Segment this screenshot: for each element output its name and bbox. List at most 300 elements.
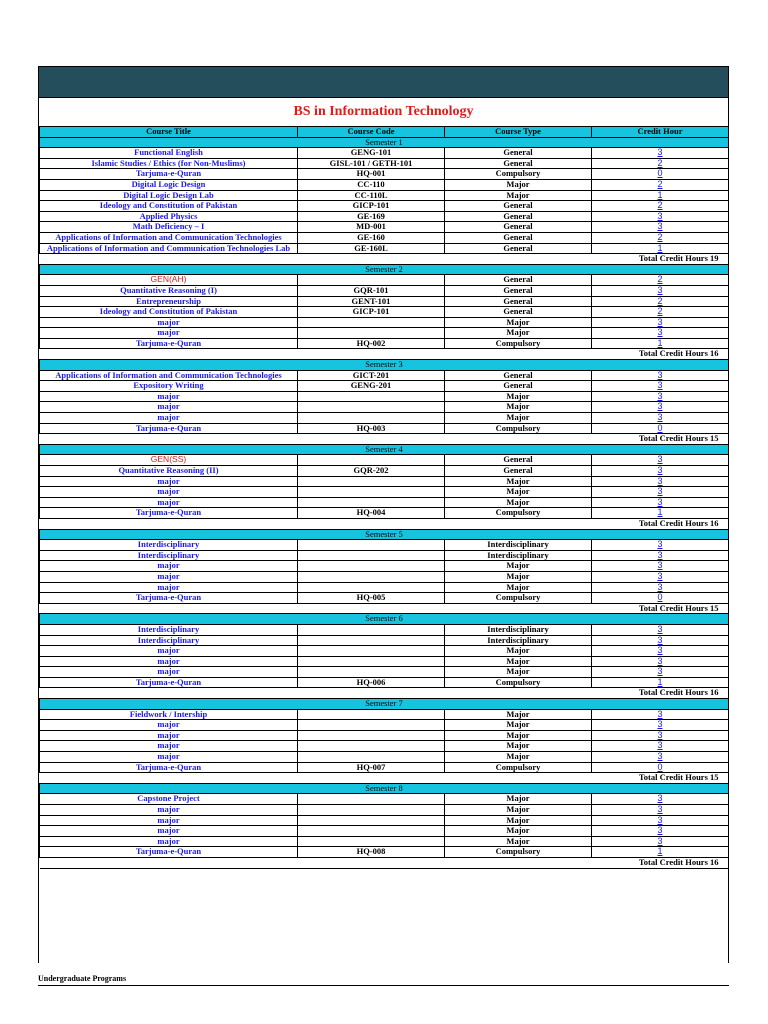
credit-hour-link[interactable]: 3	[657, 550, 663, 560]
course-code	[298, 826, 445, 837]
total-label: Total Credit Hours	[638, 772, 708, 783]
course-title: major	[40, 391, 298, 402]
course-type: Major	[445, 497, 592, 508]
course-table-body	[40, 127, 729, 869]
credit-hour-cell	[592, 391, 729, 402]
total-label: Total Credit Hours	[638, 253, 708, 264]
course-code: HQ-002	[298, 338, 445, 349]
course-row	[40, 158, 729, 169]
course-title: Quantitative Reasoning (I)	[40, 285, 298, 296]
course-type: Major	[445, 571, 592, 582]
credit-hour-link[interactable]: 3	[657, 539, 663, 550]
credit-hour-cell	[592, 646, 729, 657]
course-type: Major	[445, 709, 592, 720]
course-row	[40, 391, 729, 402]
course-row	[40, 243, 729, 254]
header-credit-hour: Credit Hour	[592, 127, 729, 138]
course-code: GE-160	[298, 232, 445, 243]
credit-hour-cell	[592, 741, 729, 752]
credit-hour-cell	[592, 487, 729, 498]
credit-hour-cell	[592, 402, 729, 413]
course-type: Major	[445, 317, 592, 328]
course-code	[298, 402, 445, 413]
credit-hour-cell	[592, 211, 729, 222]
course-code	[298, 476, 445, 487]
course-type: Compulsory	[445, 338, 592, 349]
course-title: Ideology and Constitution of Pakistan	[40, 307, 298, 318]
credit-hour-link[interactable]: 3	[657, 804, 663, 814]
course-code	[298, 317, 445, 328]
credit-hour-cell	[592, 667, 729, 678]
course-code	[298, 752, 445, 763]
credit-hour-link[interactable]: 3	[657, 285, 663, 295]
course-code	[298, 391, 445, 402]
course-row	[40, 423, 729, 434]
course-type: Major	[445, 720, 592, 731]
credit-hour-link[interactable]: 2	[657, 200, 663, 211]
course-type: Major	[445, 487, 592, 498]
credit-hour-link[interactable]: 3	[657, 221, 663, 232]
semester-header-row	[40, 529, 729, 540]
course-code	[298, 487, 445, 498]
credit-hour-cell	[592, 508, 729, 519]
course-row	[40, 381, 729, 392]
credit-hour-cell	[592, 540, 729, 551]
credit-hour-link[interactable]: 0	[657, 592, 663, 603]
credit-hour-cell	[592, 455, 729, 466]
credit-hour-cell	[592, 328, 729, 339]
credit-hour-cell	[592, 561, 729, 572]
course-title: Tarjuma-e-Quran	[40, 338, 298, 349]
course-type: Compulsory	[445, 847, 592, 858]
course-row	[40, 730, 729, 741]
course-type: Major	[445, 752, 592, 763]
course-row	[40, 222, 729, 233]
course-type: Major	[445, 826, 592, 837]
course-row	[40, 656, 729, 667]
course-type: Interdisciplinary	[445, 540, 592, 551]
course-type: General	[445, 243, 592, 254]
course-code	[298, 730, 445, 741]
course-row	[40, 794, 729, 805]
total-credit-hours	[40, 434, 729, 445]
course-type: General	[445, 148, 592, 159]
credit-hour-cell	[592, 752, 729, 763]
semester-header-row	[40, 264, 729, 275]
course-type: Compulsory	[445, 508, 592, 519]
course-type: Compulsory	[445, 423, 592, 434]
credit-hour-link[interactable]: 3	[657, 401, 663, 412]
course-title: Islamic Studies / Ethics (for Non-Muslims)	[40, 158, 298, 169]
credit-hour-link[interactable]: 3	[657, 645, 663, 656]
course-row	[40, 815, 729, 826]
credit-hour-link[interactable]: 2	[657, 232, 663, 242]
course-row	[40, 561, 729, 572]
course-type: Major	[445, 476, 592, 487]
course-type: General	[445, 232, 592, 243]
course-code: HQ-004	[298, 508, 445, 519]
course-title: Tarjuma-e-Quran	[40, 423, 298, 434]
credit-hour-cell	[592, 624, 729, 635]
credit-hour-link[interactable]: 3	[657, 730, 663, 740]
course-type: Major	[445, 667, 592, 678]
credit-hour-link[interactable]: 3	[657, 391, 663, 401]
course-row	[40, 826, 729, 837]
course-type: General	[445, 222, 592, 233]
course-type: Compulsory	[445, 169, 592, 180]
credit-hour-link[interactable]: 3	[657, 719, 663, 730]
total-value: 16	[710, 857, 719, 867]
course-code	[298, 815, 445, 826]
total-value: 15	[710, 433, 719, 444]
credit-hour-cell	[592, 635, 729, 646]
credit-hour-link[interactable]: 3	[657, 751, 663, 762]
course-title: major	[40, 646, 298, 657]
course-type: General	[445, 370, 592, 381]
course-row	[40, 720, 729, 731]
course-type: General	[445, 455, 592, 466]
semester-name: Semester 3	[40, 360, 729, 371]
total-row	[40, 603, 729, 614]
course-type: General	[445, 201, 592, 212]
course-row	[40, 296, 729, 307]
total-label: Total Credit Hours	[638, 687, 708, 698]
course-type: Compulsory	[445, 593, 592, 604]
credit-hour-link[interactable]: 3	[657, 836, 663, 846]
course-type: General	[445, 296, 592, 307]
credit-hour-link[interactable]: 3	[657, 656, 663, 666]
credit-hour-link[interactable]: 1	[657, 338, 663, 348]
semester-header-row	[40, 137, 729, 148]
credit-hour-cell	[592, 656, 729, 667]
course-code	[298, 805, 445, 816]
credit-hour-link[interactable]: 1	[657, 507, 663, 518]
credit-hour-cell	[592, 413, 729, 424]
credit-hour-cell	[592, 826, 729, 837]
course-row	[40, 709, 729, 720]
course-code: GICP-101	[298, 201, 445, 212]
course-row	[40, 402, 729, 413]
course-code	[298, 741, 445, 752]
credit-hour-link[interactable]: 3	[657, 465, 663, 475]
course-title: Capstone Project	[40, 794, 298, 805]
credit-hour-cell	[592, 423, 729, 434]
course-code: GICT-201	[298, 370, 445, 381]
course-type: Major	[445, 646, 592, 657]
course-type: Major	[445, 582, 592, 593]
course-type: Major	[445, 730, 592, 741]
credit-hour-cell	[592, 307, 729, 318]
credit-hour-link[interactable]: 3	[657, 666, 663, 677]
credit-hour-cell	[592, 179, 729, 190]
course-type: Major	[445, 413, 592, 424]
course-row	[40, 836, 729, 847]
semester-header-row	[40, 783, 729, 794]
credit-hour-cell	[592, 571, 729, 582]
course-title: major	[40, 752, 298, 763]
course-type: General	[445, 211, 592, 222]
credit-hour-link[interactable]: 1	[657, 846, 663, 857]
credit-hour-link[interactable]: 3	[657, 560, 663, 571]
credit-hour-link[interactable]: 2	[657, 158, 663, 168]
course-row	[40, 550, 729, 561]
semester-name: Semester 1	[40, 137, 729, 148]
credit-hour-link[interactable]: 3	[657, 327, 663, 338]
credit-hour-link[interactable]: 2	[657, 274, 663, 285]
semester-header-row	[40, 360, 729, 371]
course-code: CC-110L	[298, 190, 445, 201]
semester-header-row	[40, 444, 729, 455]
total-row	[40, 857, 729, 868]
credit-hour-cell	[592, 762, 729, 773]
course-row	[40, 741, 729, 752]
top-banner	[39, 67, 728, 98]
credit-hour-link[interactable]: 0	[657, 168, 663, 179]
credit-hour-link[interactable]: 3	[657, 624, 663, 634]
course-row	[40, 466, 729, 477]
semester-name: Semester 6	[40, 614, 729, 625]
course-type: Major	[445, 741, 592, 752]
total-value: 15	[710, 772, 719, 783]
credit-hour-cell	[592, 201, 729, 212]
course-title: Interdisciplinary	[40, 540, 298, 551]
credit-hour-link[interactable]: 2	[657, 306, 663, 317]
course-title: Expository Writing	[40, 381, 298, 392]
header-course-code: Course Code	[298, 127, 445, 138]
credit-hour-link[interactable]: 3	[657, 709, 663, 719]
course-title: major	[40, 836, 298, 847]
credit-hour-link[interactable]: 1	[657, 243, 663, 253]
credit-hour-cell	[592, 847, 729, 858]
course-code	[298, 656, 445, 667]
credit-hour-cell	[592, 232, 729, 243]
course-title: Applications of Information and Communication Technologies Lab	[40, 243, 298, 254]
course-type: Major	[445, 794, 592, 805]
course-title: Tarjuma-e-Quran	[40, 508, 298, 519]
total-label: Total Credit Hours	[638, 857, 708, 867]
credit-hour-cell	[592, 148, 729, 159]
course-code: HQ-005	[298, 593, 445, 604]
course-title: Entrepreneurship	[40, 296, 298, 307]
credit-hour-link[interactable]: 3	[657, 635, 663, 645]
credit-hour-cell	[592, 815, 729, 826]
course-code	[298, 836, 445, 847]
total-credit-hours	[40, 857, 729, 868]
credit-hour-link[interactable]: 3	[657, 582, 663, 592]
credit-hour-link[interactable]: 3	[657, 412, 663, 423]
course-type: General	[445, 285, 592, 296]
credit-hour-link[interactable]: 0	[657, 423, 663, 433]
total-value: 16	[710, 518, 719, 528]
credit-hour-cell	[592, 497, 729, 508]
course-code	[298, 667, 445, 678]
course-title: major	[40, 730, 298, 741]
course-row	[40, 624, 729, 635]
credit-hour-link[interactable]: 3	[657, 571, 663, 581]
course-type: Major	[445, 836, 592, 847]
credit-hour-link[interactable]: 3	[657, 793, 663, 804]
total-credit-hours	[40, 518, 729, 529]
course-row	[40, 201, 729, 212]
course-code	[298, 497, 445, 508]
course-type: Major	[445, 402, 592, 413]
credit-hour-cell	[592, 805, 729, 816]
course-title: Tarjuma-e-Quran	[40, 169, 298, 180]
course-title: Tarjuma-e-Quran	[40, 762, 298, 773]
semester-name: Semester 2	[40, 264, 729, 275]
credit-hour-link[interactable]: 3	[657, 497, 663, 507]
course-code	[298, 709, 445, 720]
semester-name: Semester 8	[40, 783, 729, 794]
course-code: GQR-202	[298, 466, 445, 477]
credit-hour-cell	[592, 794, 729, 805]
credit-hour-link[interactable]: 2	[657, 296, 663, 306]
course-table	[39, 126, 729, 869]
course-title: major	[40, 561, 298, 572]
course-type: General	[445, 381, 592, 392]
course-type: Major	[445, 805, 592, 816]
course-title: major	[40, 815, 298, 826]
credit-hour-cell	[592, 582, 729, 593]
course-code	[298, 624, 445, 635]
course-row	[40, 179, 729, 190]
course-title: Tarjuma-e-Quran	[40, 593, 298, 604]
course-row	[40, 635, 729, 646]
footer-divider	[38, 985, 729, 986]
footer-text: Undergraduate Programs	[38, 974, 127, 983]
course-title: GEN(AH)	[40, 275, 298, 286]
course-title: major	[40, 805, 298, 816]
credit-hour-cell	[592, 275, 729, 286]
course-row	[40, 285, 729, 296]
course-title: Fieldwork / Intership	[40, 709, 298, 720]
course-code: HQ-003	[298, 423, 445, 434]
course-title: major	[40, 656, 298, 667]
credit-hour-cell	[592, 317, 729, 328]
course-code: GE-169	[298, 211, 445, 222]
total-row	[40, 254, 729, 265]
total-row	[40, 349, 729, 360]
course-title: Interdisciplinary	[40, 550, 298, 561]
course-row	[40, 275, 729, 286]
total-credit-hours	[40, 688, 729, 699]
course-code	[298, 328, 445, 339]
credit-hour-link[interactable]: 3	[657, 380, 663, 391]
header-course-type: Course Type	[445, 127, 592, 138]
course-type: Major	[445, 391, 592, 402]
total-value: 15	[710, 603, 719, 613]
course-title: major	[40, 317, 298, 328]
course-row	[40, 370, 729, 381]
course-title: major	[40, 826, 298, 837]
course-code: GQR-101	[298, 285, 445, 296]
header-course-title: Course Title	[40, 127, 298, 138]
credit-hour-cell	[592, 550, 729, 561]
credit-hour-link[interactable]: 1	[657, 190, 663, 200]
credit-hour-cell	[592, 677, 729, 688]
credit-hour-link[interactable]: 3	[657, 370, 663, 380]
credit-hour-cell	[592, 243, 729, 254]
credit-hour-link[interactable]: 3	[657, 486, 663, 497]
course-row	[40, 847, 729, 858]
total-value: 19	[710, 253, 719, 264]
course-type: Major	[445, 656, 592, 667]
course-title: major	[40, 720, 298, 731]
credit-hour-cell	[592, 222, 729, 233]
course-row	[40, 582, 729, 593]
page-frame	[38, 66, 729, 963]
course-title: major	[40, 582, 298, 593]
course-title: Digital Logic Design	[40, 179, 298, 190]
credit-hour-link[interactable]: 3	[657, 211, 663, 221]
course-row	[40, 232, 729, 243]
course-code: GISL-101 / GETH-101	[298, 158, 445, 169]
course-title: major	[40, 413, 298, 424]
semester-header-row	[40, 614, 729, 625]
credit-hour-link[interactable]: 3	[657, 815, 663, 825]
course-code: GENG-101	[298, 148, 445, 159]
course-title: Digital Logic Design Lab	[40, 190, 298, 201]
course-row	[40, 762, 729, 773]
course-row	[40, 148, 729, 159]
course-row	[40, 540, 729, 551]
course-code: HQ-007	[298, 762, 445, 773]
course-title: major	[40, 497, 298, 508]
course-type: Major	[445, 179, 592, 190]
course-code	[298, 540, 445, 551]
table-header-row	[40, 127, 729, 138]
credit-hour-link[interactable]: 3	[657, 317, 663, 327]
course-title: Functional English	[40, 148, 298, 159]
course-title: major	[40, 328, 298, 339]
course-row	[40, 667, 729, 678]
course-row	[40, 677, 729, 688]
credit-hour-cell	[592, 285, 729, 296]
credit-hour-link[interactable]: 3	[657, 825, 663, 836]
course-row	[40, 190, 729, 201]
credit-hour-cell	[592, 381, 729, 392]
course-code: HQ-006	[298, 677, 445, 688]
course-code	[298, 794, 445, 805]
credit-hour-link[interactable]: 3	[657, 740, 663, 751]
course-code: HQ-001	[298, 169, 445, 180]
credit-hour-cell	[592, 338, 729, 349]
course-type: Major	[445, 190, 592, 201]
course-type: General	[445, 158, 592, 169]
credit-hour-cell	[592, 158, 729, 169]
course-code: CC-110	[298, 179, 445, 190]
course-title: Interdisciplinary	[40, 635, 298, 646]
course-title: major	[40, 476, 298, 487]
credit-hour-link[interactable]: 3	[657, 454, 663, 465]
course-code	[298, 413, 445, 424]
credit-hour-cell	[592, 709, 729, 720]
course-title: major	[40, 667, 298, 678]
semester-name: Semester 7	[40, 699, 729, 710]
course-title: major	[40, 741, 298, 752]
semester-name: Semester 4	[40, 444, 729, 455]
credit-hour-link[interactable]: 3	[657, 476, 663, 486]
course-type: Major	[445, 815, 592, 826]
course-row	[40, 476, 729, 487]
credit-hour-link[interactable]: 1	[657, 677, 663, 687]
course-row	[40, 455, 729, 466]
credit-hour-link[interactable]: 0	[657, 762, 663, 772]
credit-hour-link[interactable]: 2	[657, 179, 663, 189]
course-row	[40, 805, 729, 816]
credit-hour-link[interactable]: 3	[657, 147, 663, 158]
course-code: HQ-008	[298, 847, 445, 858]
